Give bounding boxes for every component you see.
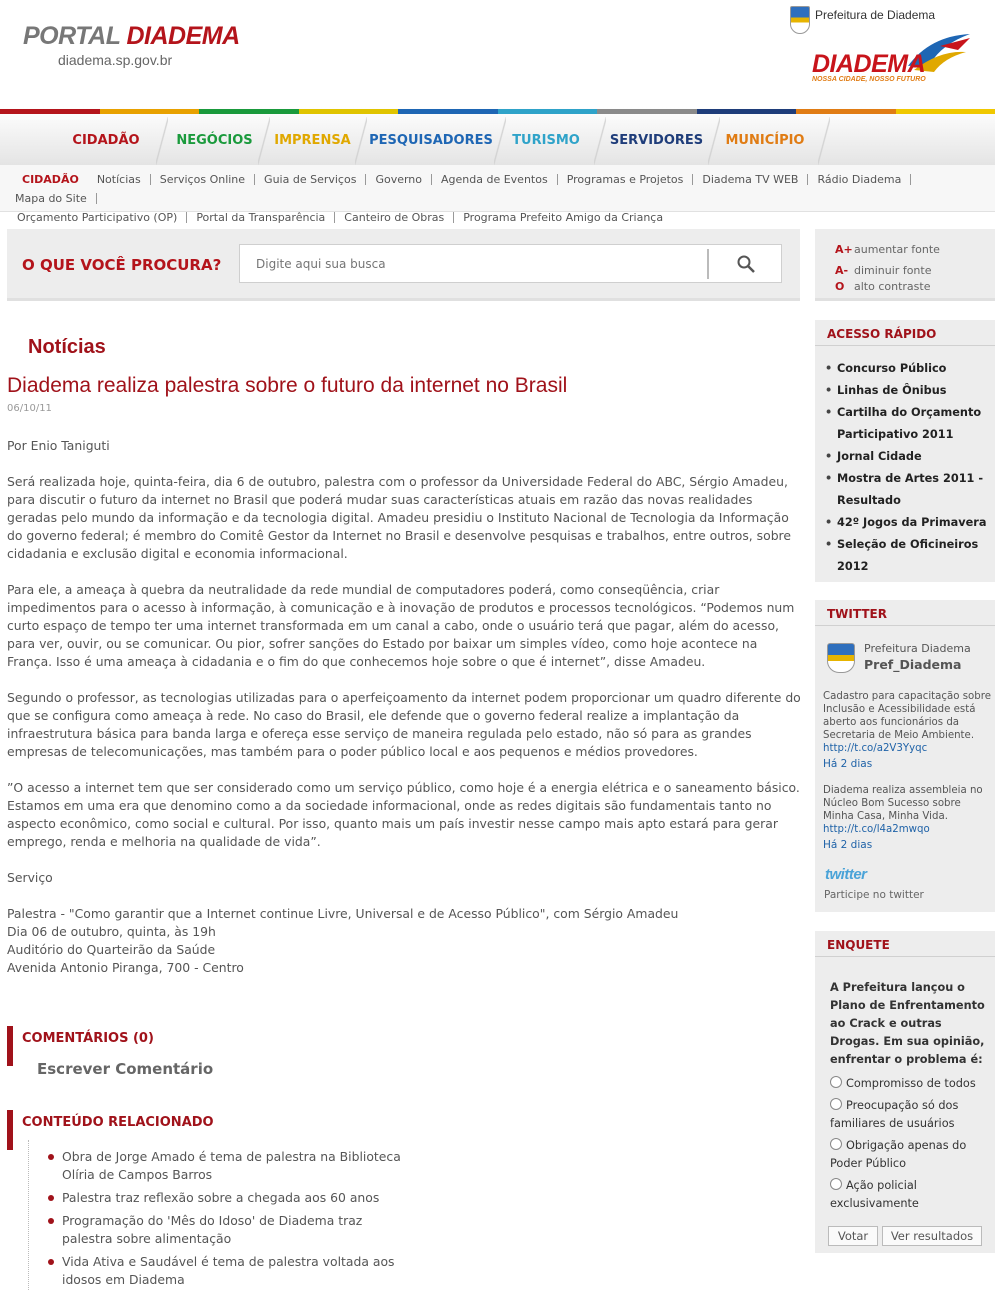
subnav-link[interactable]: Programas e Projetos: [558, 174, 694, 185]
sub-nav-links: [6, 170, 991, 227]
nav-divider: [594, 117, 606, 165]
subnav-link[interactable]: Mapa do Site: [6, 193, 97, 204]
service-details: Palestra - "Como garantir que a Internet continue Livre, Universal e de Acesso Público", com Sérgio Amadeu Dia 06 de outubro, quinta, às 19h Auditório do Quarteirão da Saúde Avenida Antonio Piranga, 700 - Centro: [7, 906, 679, 975]
radio-button[interactable]: [830, 1098, 842, 1110]
quick-link[interactable]: • 42º Jogos da Primavera: [825, 512, 993, 534]
nav-turismo[interactable]: [506, 115, 586, 165]
section-title: Notícias: [28, 336, 106, 358]
write-comment-link[interactable]: Escrever Comentário: [37, 1060, 214, 1078]
view-results-button[interactable]: Ver resultados: [882, 1226, 982, 1246]
poll-option[interactable]: [830, 1097, 990, 1133]
nav-divider: [494, 117, 506, 165]
nav-divider: [258, 117, 270, 165]
nav-imprensa[interactable]: [270, 115, 355, 165]
subnav-link[interactable]: Governo: [366, 174, 432, 185]
quick-link[interactable]: • Concurso Público: [825, 358, 993, 380]
decrease-font-link[interactable]: [835, 264, 931, 277]
brand-tagline: NOSSA CIDADE, NOSSO FUTURO: [812, 76, 926, 83]
subnav-link[interactable]: Serviços Online: [151, 174, 255, 185]
quick-link[interactable]: • Linhas de Ônibus: [825, 380, 993, 402]
article-paragraph: Para ele, a ameaça à quebra da neutralidade da rede mundial de computadores poderá, como conseqüência, criar impedimentos para o acesso à informação, à comunicação e à inovação de produtos e processos tecnológicos. “Podemos num curto espaço de tempo ter uma internet transformada em um canal a cabo, onde o usuário terá que pagar, além do acesso, para ver, ouvir, ou se comunicar. Ou pior, sofrer sanções do Estado por baixar um simples vídeo, como hoje acontece na França. Isso é uma ameaça à cidadania e o fim do que conhecemos hoje sobre o que é internet”, disse Amadeu.: [7, 582, 795, 669]
nav-cidadao[interactable]: [55, 115, 157, 165]
twitter-follow-link[interactable]: Participe no twitter: [824, 889, 924, 901]
subnav-link[interactable]: Diadema TV WEB: [693, 174, 808, 185]
related-item[interactable]: Palestra traz reflexão sobre a chegada aos 60 anos: [48, 1189, 408, 1207]
twitter-title: TWITTER: [815, 600, 995, 626]
related-title: CONTEÚDO RELACIONADO: [22, 1115, 214, 1130]
quick-access-title: ACESSO RÁPIDO: [815, 320, 995, 346]
stripe-segment: [697, 109, 797, 114]
portal-logo-name: DIADEMA: [126, 22, 240, 50]
poll-title: ENQUETE: [815, 931, 995, 957]
portal-logo-word: PORTAL: [23, 22, 121, 50]
subnav-link[interactable]: Guia de Serviços: [255, 174, 366, 185]
quick-link[interactable]: • Mostra de Artes 2011 - Resultado: [825, 468, 993, 512]
subnav-link[interactable]: Notícias: [88, 174, 151, 185]
stripe-segment: [896, 109, 995, 114]
high-contrast-label: alto contraste: [854, 280, 931, 293]
subnav-link[interactable]: Agenda de Eventos: [432, 174, 558, 185]
article-title: Diadema realiza palestra sobre o futuro da internet no Brasil: [7, 374, 568, 397]
subnav-link[interactable]: Rádio Diadema: [808, 174, 911, 185]
account-avatar[interactable]: [827, 643, 855, 673]
decrease-font-icon: A-: [835, 264, 849, 277]
poll-question: A Prefeitura lançou o Plano de Enfrentamento ao Crack e outras Drogas. Em sua opinião, enfrentar o problema é:: [830, 981, 985, 1066]
nav-label: CIDADÃO: [72, 132, 140, 148]
radio-button[interactable]: [830, 1076, 842, 1088]
quick-link[interactable]: • Seleção de Oficineiros 2012: [825, 534, 993, 578]
service-label: Serviço: [7, 870, 53, 885]
nav-label: PESQUISADORES: [369, 132, 493, 148]
poll-option[interactable]: [830, 1137, 990, 1173]
nav-label: IMPRENSA: [274, 132, 351, 148]
decrease-font-label: diminuir fonte: [854, 264, 932, 277]
high-contrast-link[interactable]: [835, 280, 930, 293]
nav-divider: [708, 117, 720, 165]
quick-link[interactable]: • Cartilha do Orçamento Participativo 2011: [825, 402, 993, 446]
twitter-handle[interactable]: Pref_Diadema: [864, 657, 962, 672]
tweet-text: Diadema realiza assembleia no Núcleo Bom Sucesso sobre Minha Casa, Minha Vida.: [823, 785, 983, 822]
tweet: [823, 690, 991, 755]
city-seal-icon: [790, 6, 810, 34]
diadema-brand-logo[interactable]: DIADEMA: [812, 50, 926, 78]
stripe-segment: [398, 109, 498, 114]
twitter-account-name: Prefeitura Diadema: [864, 642, 971, 655]
article-paragraph: Será realizada hoje, quinta-feira, dia 6 de outubro, palestra com o professor da Universidade Federal do ABC, Sérgio Amadeu, para discutir o futuro da internet no Brasil que poderá mudar suas características atuais em razão das novas realidades geradas pelo mundo da informação e da tecnologia digital. Amadeu presidiu o Instituto Nacional de Tecnologia da Informação do governo federal; é membro do Comitê Gestor da Internet no Brasil e desenvolve pesquisas e trabalhos, entre outros, sobre cidadania e exclusão digital e economia informacional.: [7, 474, 792, 561]
nav-label: SERVIDORES: [609, 132, 704, 148]
stripe-segment: [0, 109, 100, 114]
stripe-segment: [498, 109, 598, 114]
article-date: 06/10/11: [7, 403, 52, 414]
subnav-link[interactable]: Canteiro de Obras: [335, 212, 454, 223]
related-item[interactable]: Obra de Jorge Amado é tema de palestra na Biblioteca Olíria de Campos Barros: [48, 1148, 408, 1184]
search-button[interactable]: [707, 249, 782, 279]
nav-pesquisadores[interactable]: [367, 115, 495, 165]
radio-button[interactable]: [830, 1178, 842, 1190]
article-paragraph: Segundo o professor, as tecnologias utilizadas para o aperfeiçoamento da internet podem proporcionar um quadro diferente do que se configura como ameaça à rede. No caso do Brasil, ele defende que o governo federal realize a implantação da infraestrutura básica para banda larga e ofereça esse serviço de maneira regulada pelo estado, não só para as grandes empresas de telecomunicações, mas também para o poder público local e aos pequenos e médios provedores.: [7, 690, 801, 759]
tweet-link[interactable]: http://t.co/a2V3Yyqc: [823, 743, 928, 754]
poll-option-label: Obrigação apenas do Poder Público: [830, 1139, 967, 1170]
nav-divider: [355, 117, 367, 165]
radio-button[interactable]: [830, 1138, 842, 1150]
related-accent-bar: [7, 1110, 13, 1150]
quick-access-list: [825, 358, 993, 578]
related-item[interactable]: Programação do 'Mês do Idoso' de Diadema traz palestra sobre alimentação: [48, 1212, 408, 1248]
comments-accent-bar: [7, 1026, 13, 1066]
portal-domain: diadema.sp.gov.br: [58, 52, 173, 68]
stripe-segment: [199, 109, 299, 114]
poll-option-label: Preocupação só dos familiares de usuários: [830, 1099, 959, 1130]
nav-label: NEGÓCIOS: [176, 132, 253, 148]
tweet: [823, 784, 991, 836]
nav-label: MUNICÍPIO: [725, 132, 805, 148]
stripe-segment: [597, 109, 697, 114]
subnav-link[interactable]: Portal da Transparência: [187, 212, 335, 223]
subnav-link[interactable]: Programa Prefeito Amigo da Criança: [463, 211, 664, 224]
related-list: [48, 1148, 408, 1294]
subnav-current[interactable]: CIDADÃO: [22, 173, 79, 186]
search-title: O QUE VOCÊ PROCURA?: [22, 256, 222, 274]
color-stripes: [0, 109, 995, 114]
nav-municipio[interactable]: [720, 115, 810, 165]
related-item[interactable]: Vida Ativa e Saudável é tema de palestra voltada aos idosos em Diadema: [48, 1253, 408, 1289]
increase-font-icon: A+: [835, 243, 853, 256]
nav-label: TURISMO: [512, 132, 580, 148]
prefeitura-label[interactable]: Prefeitura de Diadema: [815, 8, 936, 22]
tweet-text: Cadastro para capacitação sobre Inclusão e Acessibilidade está aberto aos funcionários da Secretaria de Meio Ambiente.: [823, 691, 991, 741]
stripe-segment: [299, 109, 399, 114]
nav-servidores[interactable]: [606, 115, 707, 165]
stripe-segment: [796, 109, 896, 114]
twitter-logo-icon[interactable]: twitter: [825, 866, 867, 883]
portal-logo[interactable]: [23, 22, 240, 51]
search-icon: [737, 255, 755, 273]
tweet-link[interactable]: http://t.co/l4a2mwqo: [823, 824, 930, 835]
dotted-divider: [28, 1140, 29, 1290]
article-author: Por Enio Taniguti: [7, 438, 110, 453]
poll-option-label: Ação policial exclusivamente: [830, 1179, 919, 1210]
increase-font-label: aumentar fonte: [854, 243, 940, 256]
vote-button[interactable]: Votar: [828, 1226, 878, 1246]
subnav-link[interactable]: Orçamento Participativo (OP): [6, 212, 187, 223]
quick-link[interactable]: • Jornal Cidade: [825, 446, 993, 468]
increase-font-link[interactable]: [835, 243, 940, 256]
nav-negocios[interactable]: [168, 115, 261, 165]
poll-option[interactable]: [830, 1075, 990, 1093]
stripe-segment: [100, 109, 200, 114]
tweet-time[interactable]: Há 2 dias: [823, 758, 873, 770]
article-paragraph: ”O acesso a internet tem que ser considerado como um serviço público, como hoje é a energia elétrica e o saneamento básico. Estamos em uma era que denomino como a da sociedade informacional, onde as redes digitais são fundamentais tanto no aspecto econômico, como social e cultural. Por isso, quanto mais um país investir nesse campo mais apto estará para gerar emprego, renda e melhoria na qualidade de vida”.: [7, 780, 800, 849]
nav-divider: [156, 117, 168, 165]
comments-title: COMENTÁRIOS (0): [22, 1031, 154, 1046]
poll-option[interactable]: [830, 1177, 990, 1213]
search-input[interactable]: [239, 244, 782, 283]
poll-option-label: Compromisso de todos: [846, 1077, 976, 1090]
nav-divider: [818, 117, 830, 165]
contrast-icon: O: [835, 280, 845, 293]
tweet-time[interactable]: Há 2 dias: [823, 839, 873, 851]
